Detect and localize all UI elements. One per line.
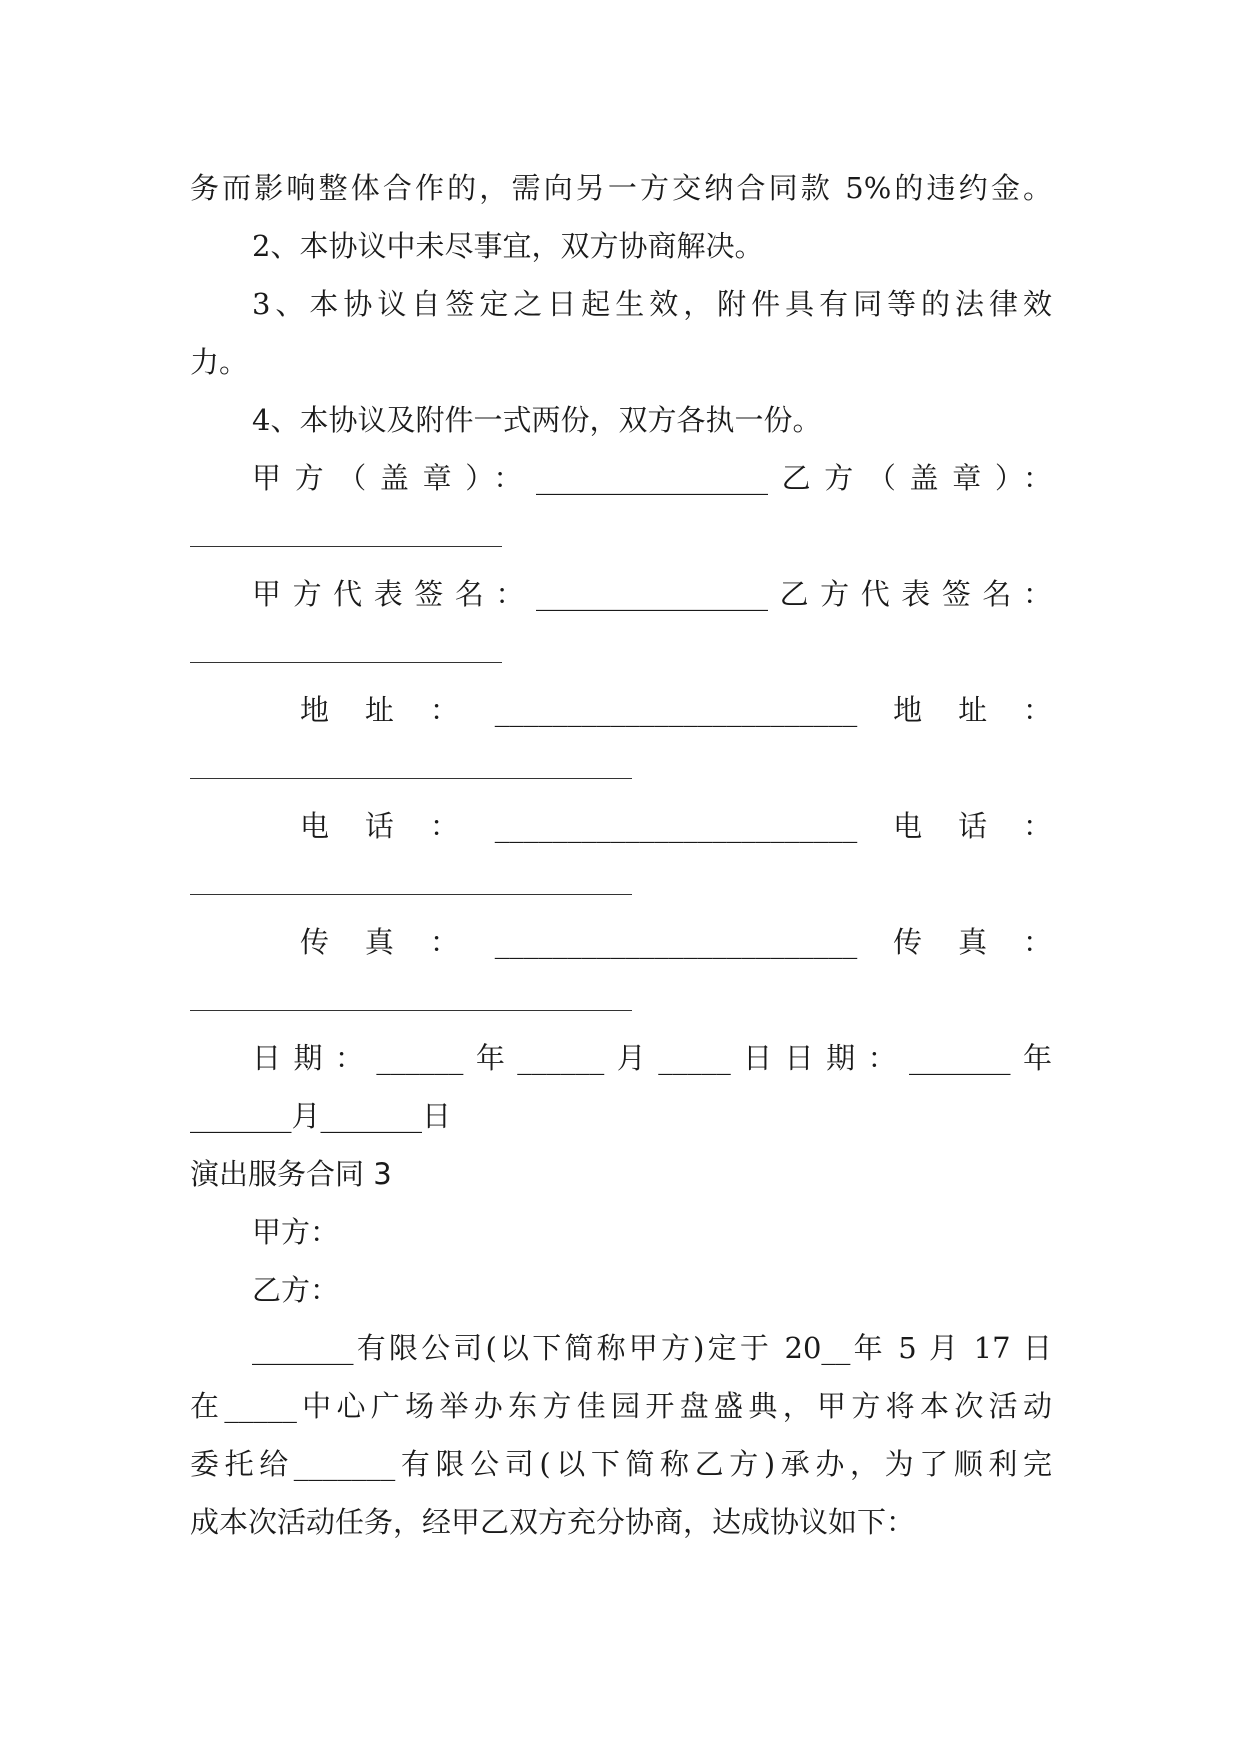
fax-line: 传真：_________________________传真： xyxy=(300,925,1052,959)
fax-blank-line xyxy=(190,1010,632,1011)
body-paragraph-line: 委托给_______有限公司(以下简称乙方)承办，为了顺利完 xyxy=(190,1447,1052,1481)
party-b-label: 乙方： xyxy=(252,1273,340,1307)
body-paragraph-line: _______有限公司(以下简称甲方)定于 20__年 5 月 17 日 xyxy=(252,1331,1052,1365)
date-line: 日期：______年______月_____日日期：_______年 xyxy=(252,1041,1052,1075)
party-a-label: 甲方： xyxy=(252,1215,340,1249)
clause-1-continued: 务而影响整体合作的，需向另一方交纳合同款 5%的违约金。 xyxy=(190,171,1052,205)
clause-2: 2、本协议中未尽事宜，双方协商解决。 xyxy=(252,229,764,263)
clause-3-continued: 力。 xyxy=(190,345,249,379)
seal-line: 甲方（盖章）：________________乙方（盖章）： xyxy=(252,461,1052,495)
phone-line: 电话：_________________________电话： xyxy=(300,809,1052,843)
signature-blank-line xyxy=(190,662,502,663)
seal-blank-line xyxy=(190,546,502,547)
clause-4: 4、本协议及附件一式两份，双方各执一份。 xyxy=(252,403,822,437)
body-paragraph-line: 成本次活动任务，经甲乙双方充分协商，达成协议如下： xyxy=(190,1505,916,1539)
address-blank-line xyxy=(190,778,632,779)
representative-signature-line: 甲方代表签名：________________乙方代表签名： xyxy=(252,577,1052,611)
date-line-continued: _______月_______日 xyxy=(190,1099,452,1133)
body-paragraph-line: 在_____中心广场举办东方佳园开盘盛典，甲方将本次活动 xyxy=(190,1389,1052,1423)
address-line: 地址：_________________________地址： xyxy=(300,693,1052,727)
phone-blank-line xyxy=(190,894,632,895)
section-title: 演出服务合同 3 xyxy=(190,1157,392,1191)
clause-3: 3、本协议自签定之日起生效，附件具有同等的法律效 xyxy=(252,287,1052,321)
